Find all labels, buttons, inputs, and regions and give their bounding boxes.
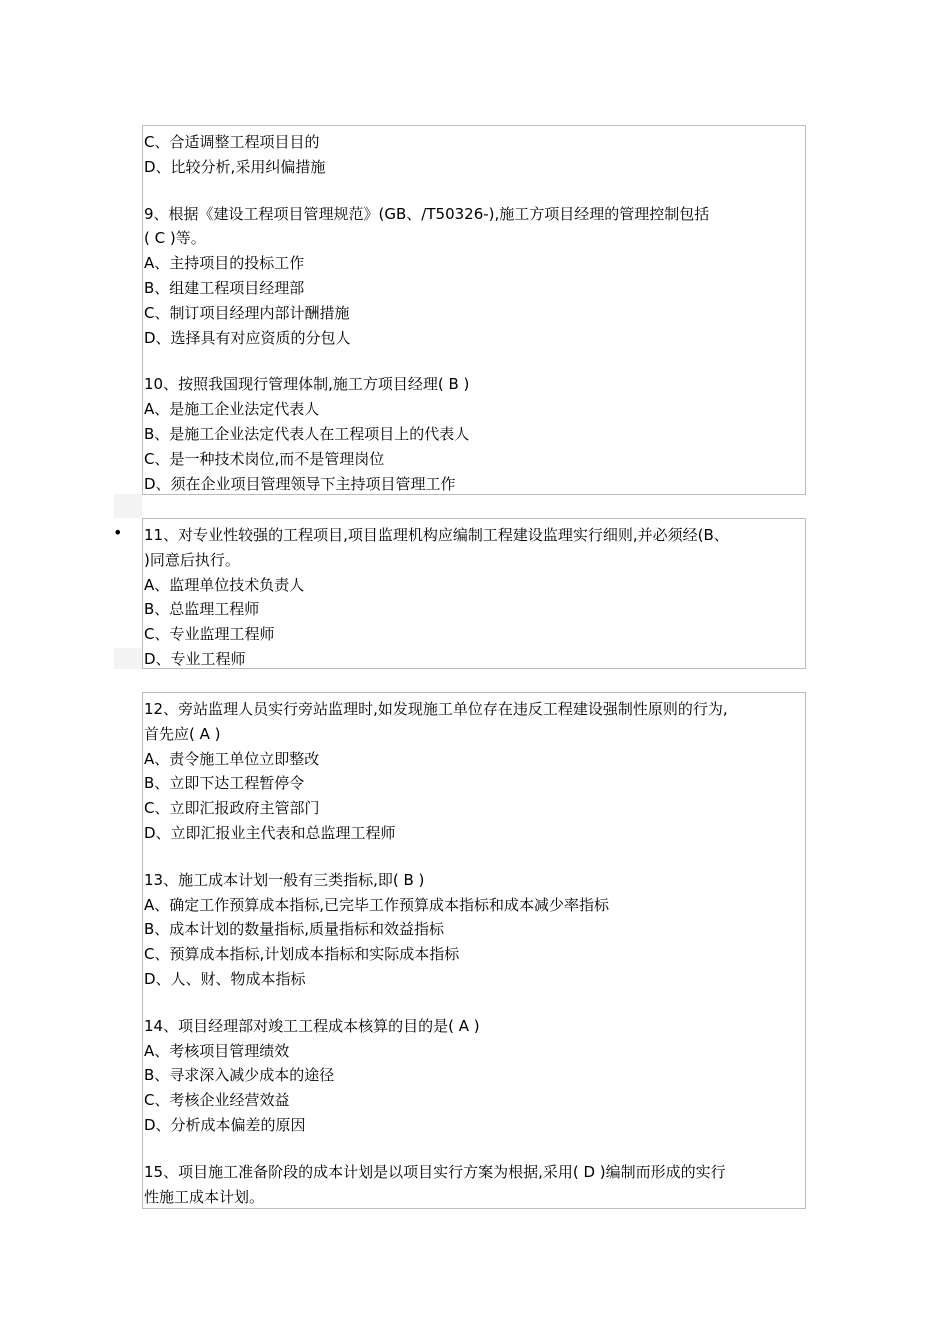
question-text: 首先应( A ) <box>144 724 221 743</box>
option-line: C、预算成本指标,计划成本指标和实际成本指标 <box>144 945 460 964</box>
question-text: 10、按照我国现行管理体制,施工方项目经理( B ) <box>144 375 470 394</box>
option-line: C、专业监理工程师 <box>144 625 275 644</box>
option-line: D、选择具有对应资质的分包人 <box>144 328 351 347</box>
question-text: 13、施工成本计划一般有三类指标,即( B ) <box>144 870 425 889</box>
question-block-2 <box>142 518 806 669</box>
option-line: B、是施工企业法定代表人在工程项目上的代表人 <box>144 424 470 443</box>
question-text: 15、项目施工准备阶段的成本计划是以项目实行方案为根据,采用( D )编制而形成的实行 <box>144 1162 726 1181</box>
spacer <box>143 992 805 1014</box>
option-line: D、立即汇报业主代表和总监理工程师 <box>144 823 396 842</box>
option-line: A、确定工作预算成本指标,已完毕工作预算成本指标和成本减少率指标 <box>144 895 610 914</box>
question-text: 11、对专业性较强的工程项目,项目监理机构应编制工程建设监理实行细则,并必须经(B、 <box>144 526 729 544</box>
spacer <box>143 350 805 372</box>
option-line: C、是一种技术岗位,而不是管理岗位 <box>144 449 385 468</box>
option-line: C、合适调整工程项目目的 <box>144 133 320 151</box>
option-line: A、责令施工单位立即整改 <box>144 749 320 768</box>
question-text: 14、项目经理部对竣工工程成本核算的目的是( A ) <box>144 1016 480 1035</box>
option-line: C、制订项目经理内部计酬措施 <box>144 303 350 322</box>
option-line: A、主持项目的投标工作 <box>144 254 305 273</box>
option-line: D、比较分析,采用纠偏措施 <box>144 157 326 176</box>
option-line: A、考核项目管理绩效 <box>144 1041 290 1060</box>
spacer <box>143 1138 805 1160</box>
option-line: B、寻求深入减少成本的途径 <box>144 1066 335 1085</box>
option-line: A、是施工企业法定代表人 <box>144 400 320 419</box>
spacer <box>143 846 805 868</box>
option-line: B、组建工程项目经理部 <box>144 278 305 297</box>
question-text: 性施工成本计划。 <box>144 1187 265 1206</box>
spacer <box>143 180 805 202</box>
option-line: D、专业工程师 <box>144 649 246 668</box>
left-margin-shade <box>114 648 142 669</box>
option-line: B、成本计划的数量指标,质量指标和效益指标 <box>144 920 445 939</box>
question-block-1 <box>142 125 806 495</box>
option-line: D、人、财、物成本指标 <box>144 969 306 988</box>
left-margin-shade <box>114 494 142 518</box>
question-text: 9、根据《建设工程项目管理规范》(GB、/T50326-),施工方项目经理的管理控制包括 <box>144 204 710 223</box>
option-line: D、分析成本偏差的原因 <box>144 1115 306 1134</box>
option-line: B、总监理工程师 <box>144 600 260 619</box>
option-line: D、须在企业项目管理领导下主持项目管理工作 <box>144 474 456 493</box>
question-text: ( C )等。 <box>144 229 206 248</box>
question-text: )同意后执行。 <box>144 550 240 569</box>
option-line: C、考核企业经营效益 <box>144 1091 290 1110</box>
question-text: 12、旁站监理人员实行旁站监理时,如发现施工单位存在违反工程建设强制性原则的行为, <box>144 700 728 718</box>
option-line: C、立即汇报政府主管部门 <box>144 799 320 818</box>
list-bullet: • <box>113 523 123 542</box>
question-block-3 <box>142 692 806 1209</box>
option-line: A、监理单位技术负责人 <box>144 575 305 594</box>
option-line: B、立即下达工程暂停令 <box>144 774 305 793</box>
